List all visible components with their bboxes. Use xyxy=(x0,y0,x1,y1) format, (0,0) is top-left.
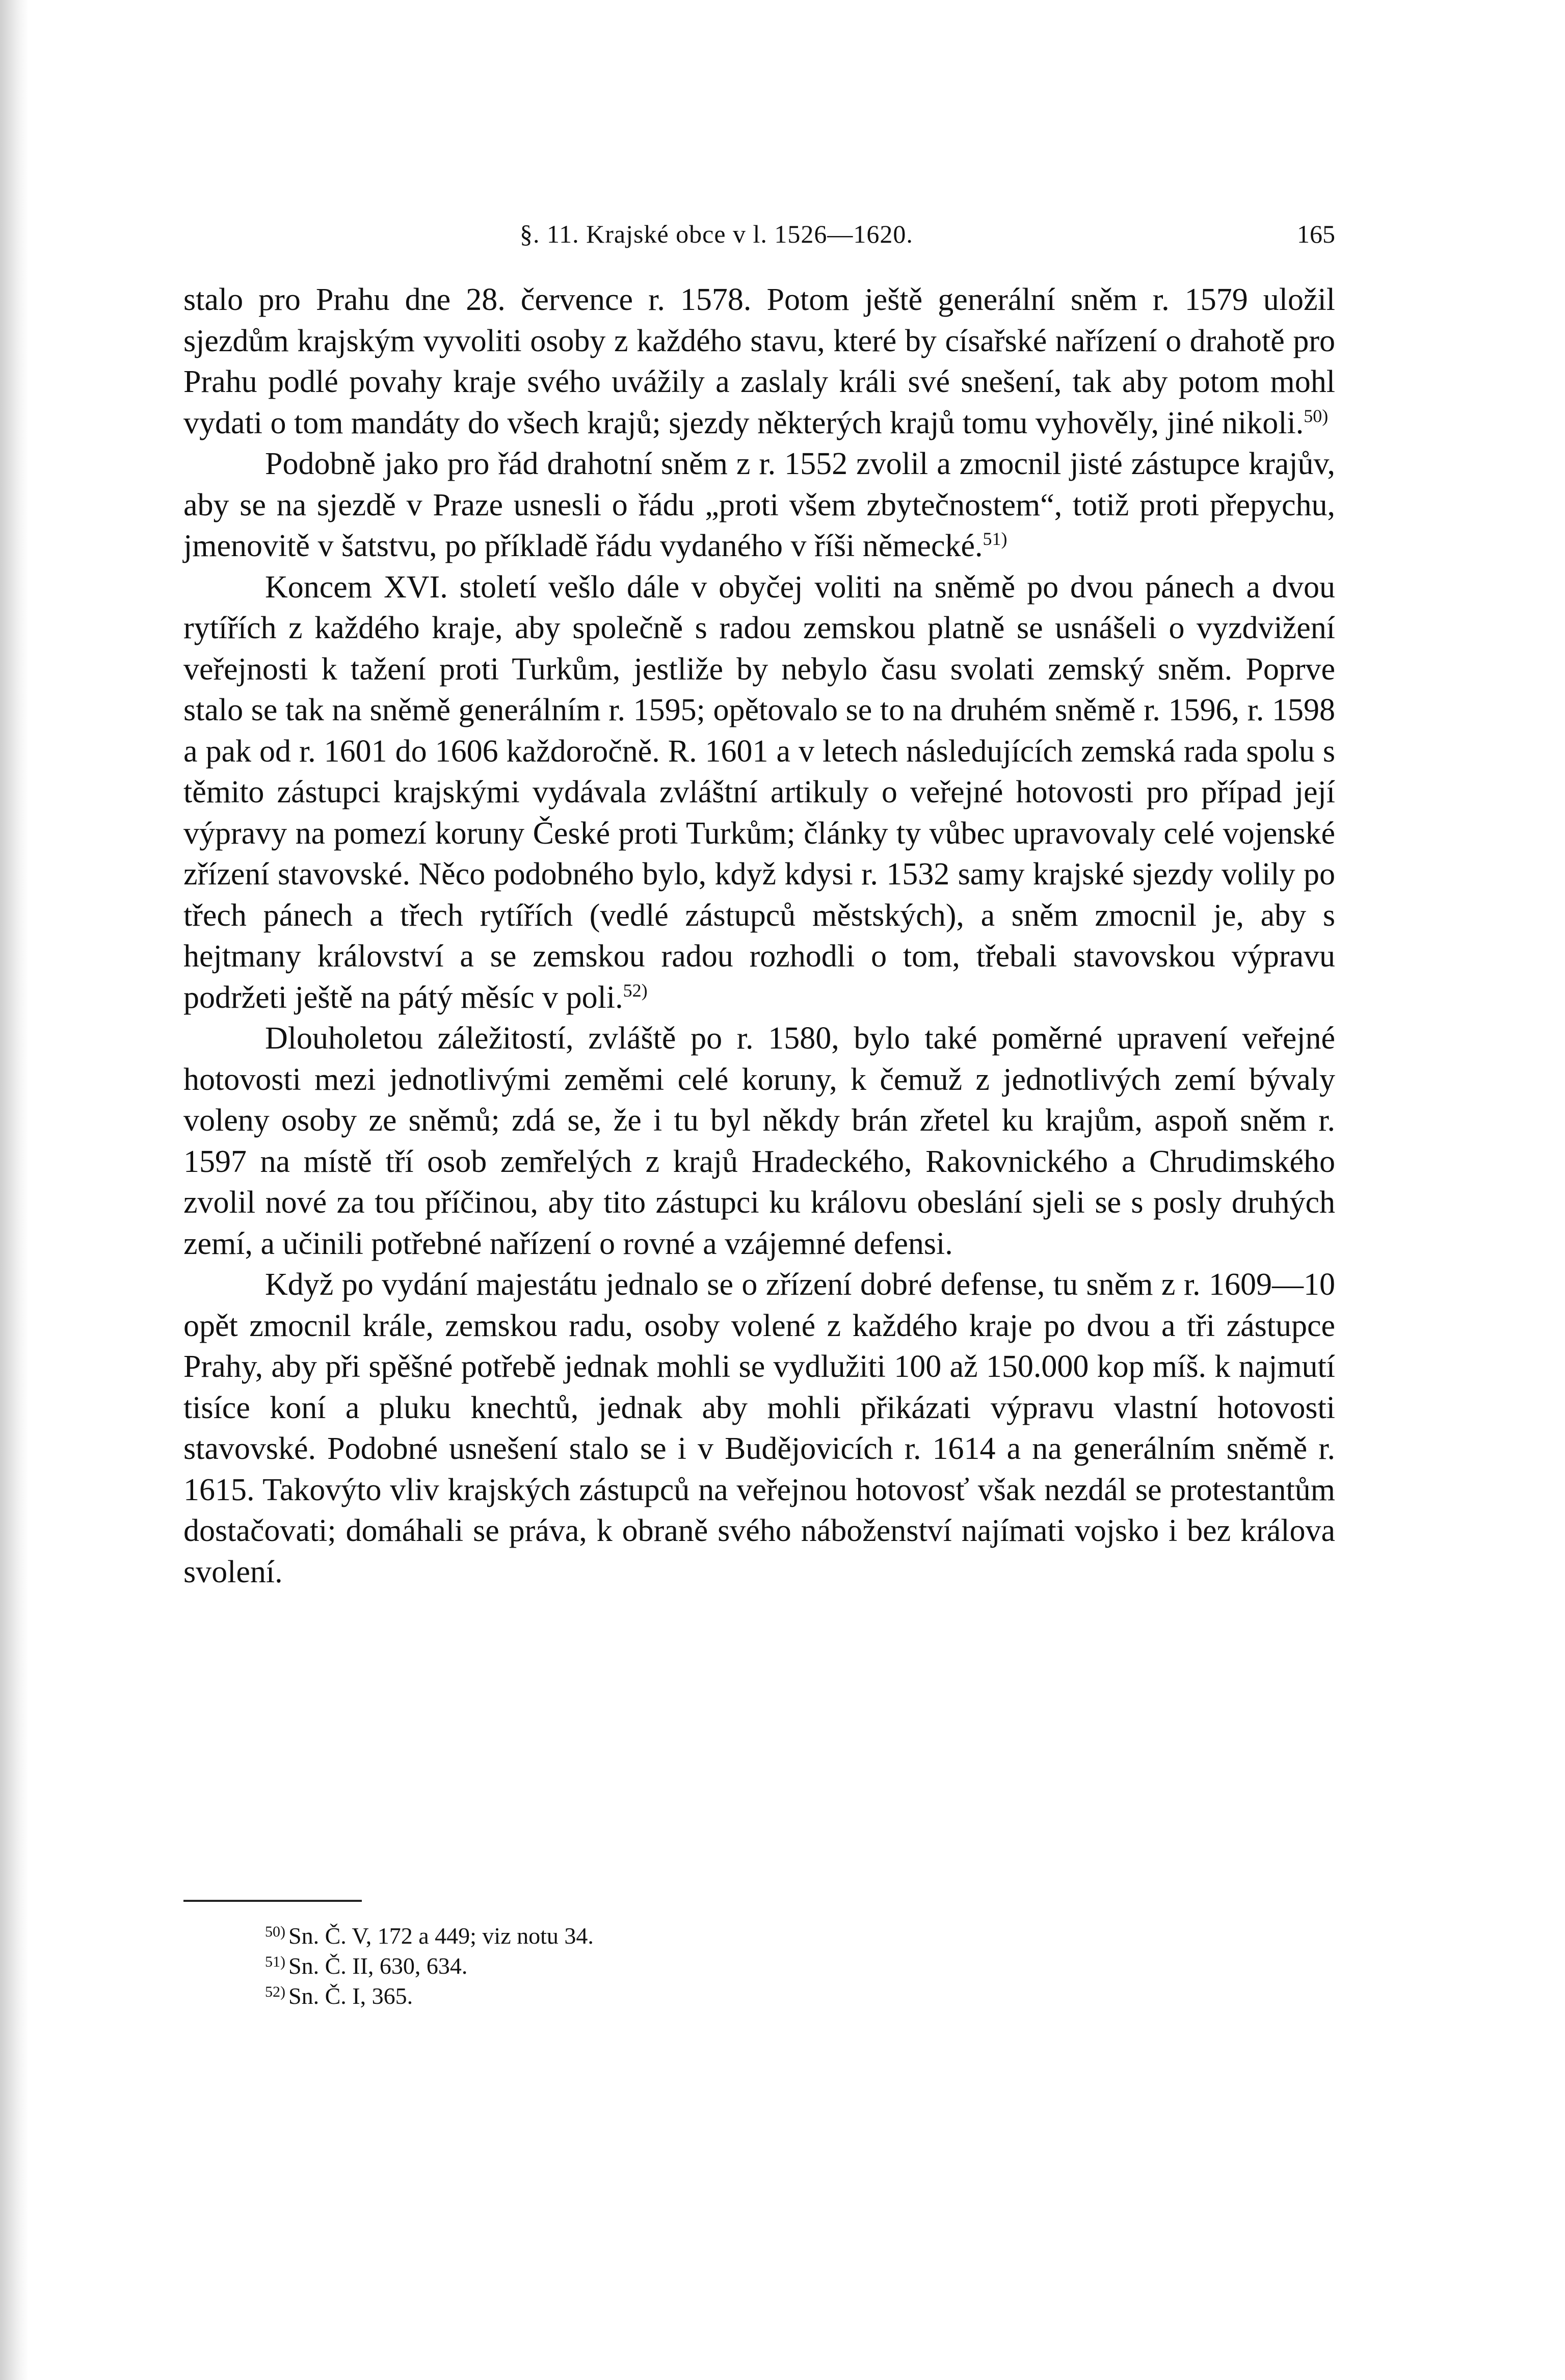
footnote-separator xyxy=(183,1900,362,1902)
footnote-text: Sn. Č. V, 172 a 449; viz notu 34. xyxy=(288,1923,594,1949)
page-header xyxy=(183,219,1335,255)
paragraph-text: Když po vydání majestátu jednalo se o zřízení dobré defense, tu sněm z r. 1609—10 opět zmocnil krále, zemskou radu, osoby volené z každého kraje po dvou a tři zástupce Prahy, aby při spěšné potřebě jednak mohli se vydlužiti 100 až 150.000 kop míš. k najmutí tisíce koní a pluku knechtů, jednak aby mohli přikázati výpravu vlastní hotovosti stavovské. Podobné usnešení stalo se i v Budějovicích r. 1614 a na generálním sněmě r. 1615. Takovýto vliv krajských zástupců na veřejnou hotovosť však nezdál se protestantům dostačovati; domáhali se práva, k obraně svého náboženství najímati vojsko i bez králova svolení. xyxy=(183,1267,1335,1589)
paragraph-text: Koncem XVI. století vešlo dále v obyčej voliti na sněmě po dvou pánech a dvou rytířích z každého kraje, aby společně s radou zemskou platně se usnášeli o vyzdvižení veřejnosti k tažení proti Turkům, jestliže by nebylo času svolati zemský sněm. Poprve stalo se tak na sněmě generálním r. 1595; opětovalo se to na druhém sněmě r. 1596, r. 1598 a pak od r. 1601 do 1606 každoročně. R. 1601 a v letech následujících zemská rada spolu s těmito zástupci krajskými vydávala zvláštní artikuly o veřejné hotovosti pro případ její výpravy na pomezí koruny České proti Turkům; články ty vůbec upravovaly celé vojenské zřízení stavovské. Něco podobného bylo, když kdysi r. 1532 samy krajské sjezdy volily po třech pánech a třech rytířích (vedlé zástupců městských), a sněm zmocnil je, aby s hejtmany království a se zemskou radou rozhodli o tom, třebali stavovskou výpravu podržeti ještě na pátý měsíc v poli. xyxy=(183,569,1335,1015)
paragraph-1 xyxy=(183,279,1335,443)
running-head: §. 11. Krajské obce v l. 1526—1620. xyxy=(520,220,913,248)
paragraph-5 xyxy=(183,1264,1335,1592)
footnote-51 xyxy=(265,1951,1182,1981)
footnote-mark: 52) xyxy=(265,1983,285,2000)
footnote-text: Sn. Č. I, 365. xyxy=(288,1983,413,2009)
paragraph-text: Dlouholetou záležitostí, zvláště po r. 1580, bylo také poměrné upravení veřejné hotovosti mezi jednotlivými zeměmi celé koruny, k čemuž z jednotlivých zemí bývaly voleny osoby ze sněmů; zdá se, že i tu byl někdy brán zřetel ku krajům, aspoň sněm r. 1597 na místě tří osob zemřelých z krajů Hradeckého, Rakovnického a Chrudimského zvolil nové za tou příčinou, aby tito zástupci ku královu obeslání sjeli se s posly druhých zemí, a učinili potřebné nařízení o rovné a vzájemné defensi. xyxy=(183,1021,1335,1261)
body-text xyxy=(183,279,1335,1592)
footnote-reference: 50) xyxy=(1304,405,1329,426)
paragraph-2 xyxy=(183,443,1335,567)
footnote-mark: 51) xyxy=(265,1953,285,1970)
footnote-reference: 52) xyxy=(623,980,648,1001)
footnote-mark: 50) xyxy=(265,1923,285,1940)
page-edge-shadow xyxy=(0,0,29,2380)
footnote-text: Sn. Č. II, 630, 634. xyxy=(288,1953,468,1979)
footnote-50 xyxy=(265,1921,1182,1951)
page-number: 165 xyxy=(1297,220,1335,248)
footnote-52 xyxy=(265,1981,1182,2011)
paragraph-text: Podobně jako pro řád drahotní sněm z r. 1552 zvolil a zmocnil jisté zástupce krajův, aby se na sjezdě v Praze usnesli o řádu „proti všem zbytečnostem“, totiž proti přepychu, jmenovitě v šatstvu, po příkladě řádu vydaného v říši německé. xyxy=(183,447,1335,563)
paragraph-4 xyxy=(183,1018,1335,1264)
footnotes xyxy=(265,1921,1182,2011)
paragraph-3 xyxy=(183,567,1335,1018)
paragraph-text: stalo pro Prahu dne 28. července r. 1578. Potom ještě generální sněm r. 1579 uložil sjezdům krajským vyvoliti osoby z každého stavu, které by císařské nařízení o drahotě pro Prahu podlé povahy kraje svého uvážily a zaslaly králi své snešení, tak aby potom mohl vydati o tom mandáty do všech krajů; sjezdy některých krajů tomu vyhověly, jiné nikoli. xyxy=(183,282,1335,440)
footnote-reference: 51) xyxy=(983,529,1007,549)
